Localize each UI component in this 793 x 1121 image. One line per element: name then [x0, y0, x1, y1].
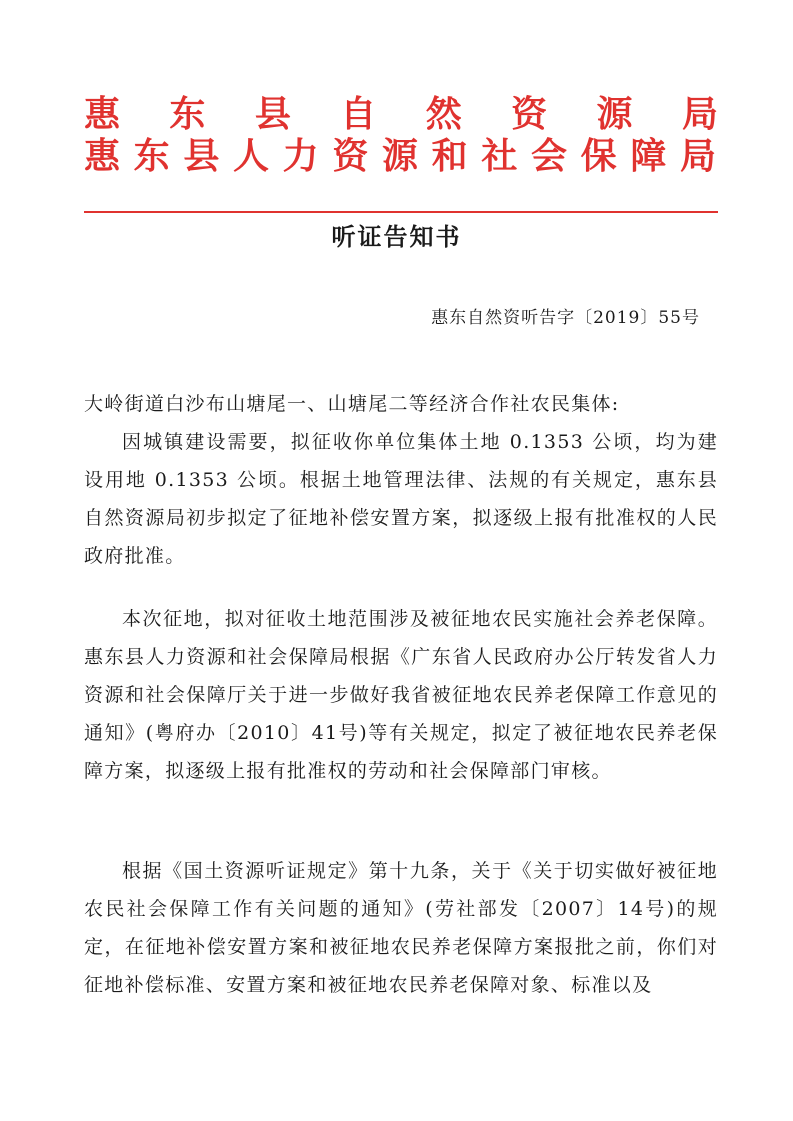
salutation: 大岭街道白沙布山塘尾一、山塘尾二等经济合作社农民集体: [84, 393, 620, 415]
issuer-name-human-resources: 惠东县人力资源和社会保障局 [84, 135, 718, 177]
paragraph-text: 根据《国土资源听证规定》第十九条，关于《关于切实做好被征地农民社会保障工作有关问题的通知》(劳社部发〔2007〕14号)的规定，在征地补偿安置方案和被征地农民养老保障方案报批之前，你们对征地补偿标准、安置方案和被征地农民养老保障对象、标准以及 [84, 860, 718, 996]
issuer-char: 资 [511, 93, 548, 135]
issuer-name-natural-resources [84, 92, 718, 136]
issuer-char: 局 [681, 93, 718, 135]
document-title: 听证告知书 [331, 223, 462, 251]
issuer-char: 源 [596, 93, 633, 135]
issuer-char: 东 [169, 93, 206, 135]
body-paragraph [84, 423, 718, 575]
body-paragraph [84, 852, 718, 1004]
paragraph-text: 因城镇建设需要，拟征收你单位集体土地 0.1353 公顷，均为建设用地 0.1353 公顷。根据土地管理法律、法规的有关规定，惠东县自然资源局初步拟定了征地补偿安置方案，拟逐级上报有批准权的人民政府批准。 [84, 431, 718, 567]
issuer-char: 然 [425, 93, 462, 135]
issuer-char: 惠 [84, 93, 121, 135]
issuer-char: 县 [254, 93, 291, 135]
issuer-char: 自 [340, 93, 377, 135]
body-paragraph [84, 600, 718, 790]
red-header-divider [84, 211, 718, 213]
paragraph-text: 本次征地，拟对征收土地范围涉及被征地农民实施社会养老保障。惠东县人力资源和社会保障局根据《广东省人民政府办公厅转发省人力资源和社会保障厅关于进一步做好我省被征地农民养老保障工作意见的通知》(粤府办〔2010〕41号)等有关规定，拟定了被征地农民养老保障方案，拟逐级上报有批准权的劳动和社会保障部门审核。 [84, 608, 718, 782]
document-number: 惠东自然资听告字〔2019〕55号 [431, 308, 700, 328]
